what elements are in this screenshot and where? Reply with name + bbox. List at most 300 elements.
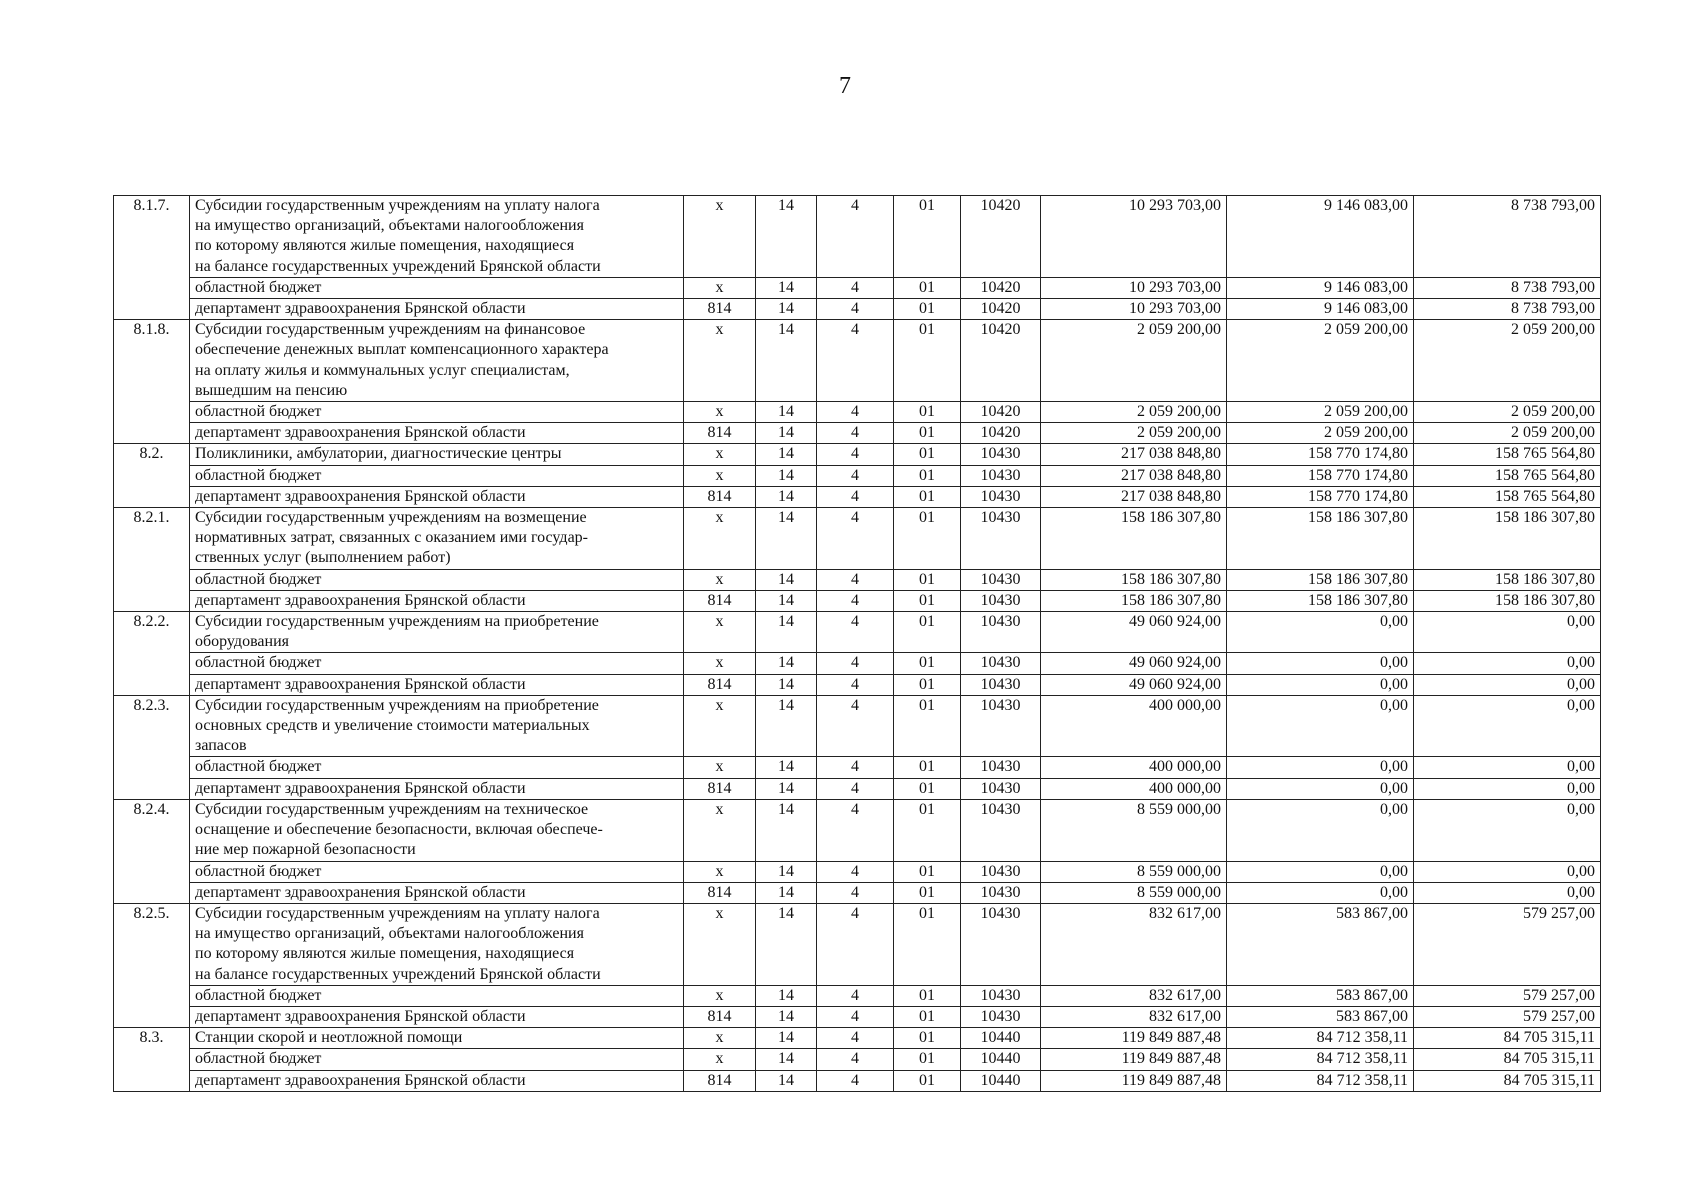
item-name: департамент здравоохранения Брянской области — [190, 1006, 684, 1027]
code-column-5: 10430 — [961, 1006, 1041, 1027]
code-column-5: 10430 — [961, 903, 1041, 985]
code-column-5: 10430 — [961, 465, 1041, 486]
amount-year-2: 158 770 174,80 — [1227, 486, 1414, 507]
code-column-4: 01 — [894, 590, 961, 611]
amount-year-1: 400 000,00 — [1041, 778, 1227, 799]
amount-year-3: 8 738 793,00 — [1414, 299, 1601, 320]
code-column-3: 4 — [817, 778, 894, 799]
item-name-line: на балансе государственных учреждений Брянской области — [195, 965, 601, 983]
item-name-line: оснащение и обеспечение безопасности, включая обеспече- — [195, 821, 603, 839]
code-column-4: 01 — [894, 653, 961, 674]
code-column-5: 10430 — [961, 674, 1041, 695]
code-column-2: 14 — [756, 1028, 817, 1049]
budget-table — [113, 195, 1601, 1092]
amount-year-2: 2 059 200,00 — [1227, 320, 1414, 402]
code-column-1: 814 — [684, 778, 756, 799]
amount-year-1: 400 000,00 — [1041, 695, 1227, 757]
code-column-1: 814 — [684, 1070, 756, 1091]
table-row — [114, 277, 1601, 298]
code-column-1: х — [684, 903, 756, 985]
amount-year-2: 158 186 307,80 — [1227, 590, 1414, 611]
table-row-main — [114, 695, 1601, 757]
item-name-line: на имущество организаций, объектами налогообложения — [195, 217, 584, 235]
code-column-2: 14 — [756, 778, 817, 799]
amount-year-2: 583 867,00 — [1227, 903, 1414, 985]
code-column-3: 4 — [817, 465, 894, 486]
item-name: областной бюджет — [190, 465, 684, 486]
code-column-4: 01 — [894, 778, 961, 799]
amount-year-1: 217 038 848,80 — [1041, 486, 1227, 507]
amount-year-2: 0,00 — [1227, 757, 1414, 778]
code-column-5: 10420 — [961, 402, 1041, 423]
code-column-5: 10420 — [961, 423, 1041, 444]
item-name-line: Субсидии государственным учреждениям на техническое — [195, 800, 589, 818]
table-row — [114, 882, 1601, 903]
amount-year-3: 2 059 200,00 — [1414, 402, 1601, 423]
table-row — [114, 674, 1601, 695]
code-column-4: 01 — [894, 612, 961, 653]
amount-year-2: 84 712 358,11 — [1227, 1070, 1414, 1091]
code-column-3: 4 — [817, 695, 894, 757]
code-column-4: 01 — [894, 1006, 961, 1027]
item-name: областной бюджет — [190, 861, 684, 882]
amount-year-3: 0,00 — [1414, 653, 1601, 674]
amount-year-3: 84 705 315,11 — [1414, 1070, 1601, 1091]
code-column-2: 14 — [756, 1006, 817, 1027]
code-column-2: 14 — [756, 444, 817, 465]
code-column-2: 14 — [756, 277, 817, 298]
amount-year-3: 2 059 200,00 — [1414, 320, 1601, 402]
table-row — [114, 569, 1601, 590]
amount-year-3: 0,00 — [1414, 757, 1601, 778]
amount-year-3: 8 738 793,00 — [1414, 196, 1601, 278]
table-body — [114, 196, 1601, 1092]
amount-year-3: 158 765 564,80 — [1414, 444, 1601, 465]
code-column-3: 4 — [817, 799, 894, 861]
code-column-4: 01 — [894, 277, 961, 298]
code-column-3: 4 — [817, 861, 894, 882]
amount-year-3: 84 705 315,11 — [1414, 1049, 1601, 1070]
code-column-5: 10430 — [961, 486, 1041, 507]
amount-year-1: 10 293 703,00 — [1041, 196, 1227, 278]
item-name: департамент здравоохранения Брянской области — [190, 778, 684, 799]
item-name-line: Субсидии государственным учреждениям на финансовое — [195, 321, 586, 339]
code-column-2: 14 — [756, 320, 817, 402]
item-number: 8.2.1. — [114, 508, 190, 612]
table-row-main — [114, 612, 1601, 653]
item-name-line: вышедшим на пенсию — [195, 381, 348, 399]
code-column-3: 4 — [817, 486, 894, 507]
item-number: 8.2.5. — [114, 903, 190, 1027]
table-row — [114, 465, 1601, 486]
code-column-2: 14 — [756, 196, 817, 278]
code-column-2: 14 — [756, 903, 817, 985]
table-row — [114, 985, 1601, 1006]
code-column-2: 14 — [756, 402, 817, 423]
page-number: 7 — [839, 73, 851, 99]
item-name-line: на балансе государственных учреждений Брянской области — [195, 257, 601, 275]
code-column-4: 01 — [894, 1049, 961, 1070]
item-number: 8.2.3. — [114, 695, 190, 799]
code-column-4: 01 — [894, 1070, 961, 1091]
item-name: департамент здравоохранения Брянской области — [190, 299, 684, 320]
code-column-2: 14 — [756, 882, 817, 903]
amount-year-1: 400 000,00 — [1041, 757, 1227, 778]
code-column-2: 14 — [756, 299, 817, 320]
item-name: департамент здравоохранения Брянской области — [190, 1070, 684, 1091]
code-column-5: 10420 — [961, 299, 1041, 320]
code-column-1: х — [684, 465, 756, 486]
item-name-line: обеспечение денежных выплат компенсационного характера — [195, 341, 609, 359]
amount-year-1: 158 186 307,80 — [1041, 569, 1227, 590]
code-column-3: 4 — [817, 569, 894, 590]
code-column-2: 14 — [756, 423, 817, 444]
code-column-2: 14 — [756, 653, 817, 674]
item-name-line: на оплату жилья и коммунальных услуг специалистам, — [195, 361, 570, 379]
table-row-main — [114, 903, 1601, 985]
code-column-4: 01 — [894, 903, 961, 985]
amount-year-2: 583 867,00 — [1227, 1006, 1414, 1027]
code-column-3: 4 — [817, 612, 894, 653]
item-name-line: Субсидии государственным учреждениям на уплату налога — [195, 197, 600, 214]
code-column-4: 01 — [894, 444, 961, 465]
code-column-5: 10430 — [961, 985, 1041, 1006]
amount-year-2: 0,00 — [1227, 861, 1414, 882]
table-row — [114, 486, 1601, 507]
code-column-1: х — [684, 1028, 756, 1049]
code-column-2: 14 — [756, 861, 817, 882]
amount-year-1: 49 060 924,00 — [1041, 612, 1227, 653]
item-number: 8.2.2. — [114, 612, 190, 696]
code-column-5: 10420 — [961, 277, 1041, 298]
amount-year-2: 0,00 — [1227, 882, 1414, 903]
amount-year-2: 158 770 174,80 — [1227, 444, 1414, 465]
code-column-5: 10430 — [961, 695, 1041, 757]
code-column-1: х — [684, 196, 756, 278]
item-name-line: Субсидии государственным учреждениям на уплату налога — [195, 904, 600, 922]
code-column-2: 14 — [756, 757, 817, 778]
amount-year-1: 158 186 307,80 — [1041, 508, 1227, 570]
amount-year-1: 10 293 703,00 — [1041, 299, 1227, 320]
code-column-1: х — [684, 653, 756, 674]
table-row — [114, 1049, 1601, 1070]
code-column-4: 01 — [894, 569, 961, 590]
code-column-1: х — [684, 444, 756, 465]
amount-year-3: 579 257,00 — [1414, 985, 1601, 1006]
code-column-3: 4 — [817, 277, 894, 298]
code-column-1: х — [684, 569, 756, 590]
code-column-4: 01 — [894, 508, 961, 570]
table-row — [114, 1070, 1601, 1091]
table-row-main — [114, 508, 1601, 570]
code-column-5: 10430 — [961, 444, 1041, 465]
amount-year-2: 0,00 — [1227, 799, 1414, 861]
code-column-4: 01 — [894, 882, 961, 903]
amount-year-3: 0,00 — [1414, 861, 1601, 882]
item-name: департамент здравоохранения Брянской области — [190, 486, 684, 507]
item-name: департамент здравоохранения Брянской области — [190, 882, 684, 903]
code-column-5: 10420 — [961, 320, 1041, 402]
item-number: 8.3. — [114, 1028, 190, 1092]
amount-year-2: 0,00 — [1227, 653, 1414, 674]
item-name-line: ние мер пожарной безопасности — [195, 841, 416, 859]
code-column-5: 10440 — [961, 1070, 1041, 1091]
code-column-5: 10430 — [961, 508, 1041, 570]
amount-year-1: 832 617,00 — [1041, 903, 1227, 985]
code-column-3: 4 — [817, 653, 894, 674]
code-column-1: х — [684, 612, 756, 653]
amount-year-3: 0,00 — [1414, 674, 1601, 695]
table-row-main — [114, 799, 1601, 861]
code-column-2: 14 — [756, 569, 817, 590]
amount-year-3: 8 738 793,00 — [1414, 277, 1601, 298]
amount-year-3: 0,00 — [1414, 882, 1601, 903]
item-name — [190, 612, 684, 653]
item-name: департамент здравоохранения Брянской области — [190, 674, 684, 695]
code-column-2: 14 — [756, 1049, 817, 1070]
code-column-1: 814 — [684, 1006, 756, 1027]
code-column-4: 01 — [894, 465, 961, 486]
item-number: 8.2. — [114, 444, 190, 508]
table-row-main — [114, 320, 1601, 402]
item-name: департамент здравоохранения Брянской области — [190, 423, 684, 444]
code-column-1: 814 — [684, 882, 756, 903]
code-column-3: 4 — [817, 508, 894, 570]
code-column-1: х — [684, 695, 756, 757]
item-name-line: основных средств и увеличение стоимости материальных — [195, 717, 590, 735]
amount-year-3: 0,00 — [1414, 695, 1601, 757]
item-name — [190, 903, 684, 985]
table-row — [114, 590, 1601, 611]
item-name: областной бюджет — [190, 277, 684, 298]
amount-year-2: 583 867,00 — [1227, 985, 1414, 1006]
item-number: 8.1.7. — [114, 196, 190, 320]
code-column-3: 4 — [817, 402, 894, 423]
code-column-5: 10430 — [961, 861, 1041, 882]
code-column-1: 814 — [684, 299, 756, 320]
code-column-4: 01 — [894, 695, 961, 757]
amount-year-3: 0,00 — [1414, 612, 1601, 653]
amount-year-1: 2 059 200,00 — [1041, 402, 1227, 423]
code-column-4: 01 — [894, 1028, 961, 1049]
table-row-main — [114, 1028, 1601, 1049]
amount-year-1: 158 186 307,80 — [1041, 590, 1227, 611]
table-row — [114, 653, 1601, 674]
amount-year-2: 2 059 200,00 — [1227, 423, 1414, 444]
amount-year-3: 84 705 315,11 — [1414, 1028, 1601, 1049]
table-row — [114, 423, 1601, 444]
code-column-2: 14 — [756, 590, 817, 611]
code-column-1: х — [684, 320, 756, 402]
code-column-4: 01 — [894, 674, 961, 695]
code-column-5: 10430 — [961, 569, 1041, 590]
item-name-line: нормативных затрат, связанных с оказанием ими государ- — [195, 529, 588, 547]
code-column-4: 01 — [894, 757, 961, 778]
item-name — [190, 196, 684, 278]
code-column-5: 10440 — [961, 1028, 1041, 1049]
item-name — [190, 799, 684, 861]
amount-year-2: 84 712 358,11 — [1227, 1028, 1414, 1049]
table-row — [114, 402, 1601, 423]
code-column-1: х — [684, 277, 756, 298]
code-column-4: 01 — [894, 799, 961, 861]
table-row — [114, 299, 1601, 320]
code-column-4: 01 — [894, 299, 961, 320]
item-name: областной бюджет — [190, 402, 684, 423]
amount-year-1: 2 059 200,00 — [1041, 320, 1227, 402]
table-row-main — [114, 196, 1601, 278]
item-name-line: по которому являются жилые помещения, находящиеся — [195, 237, 575, 255]
code-column-3: 4 — [817, 1028, 894, 1049]
table-row-main — [114, 444, 1601, 465]
amount-year-1: 49 060 924,00 — [1041, 674, 1227, 695]
code-column-3: 4 — [817, 423, 894, 444]
item-name-line: на имущество организаций, объектами налогообложения — [195, 925, 584, 943]
item-name-line: Субсидии государственным учреждениям на возмещение — [195, 509, 587, 527]
item-name: областной бюджет — [190, 653, 684, 674]
amount-year-3: 0,00 — [1414, 778, 1601, 799]
amount-year-2: 84 712 358,11 — [1227, 1049, 1414, 1070]
code-column-3: 4 — [817, 320, 894, 402]
code-column-1: 814 — [684, 423, 756, 444]
code-column-1: х — [684, 1049, 756, 1070]
item-number: 8.2.4. — [114, 799, 190, 903]
amount-year-2: 158 770 174,80 — [1227, 465, 1414, 486]
amount-year-1: 217 038 848,80 — [1041, 444, 1227, 465]
item-name: Станции скорой и неотложной помощи — [190, 1028, 684, 1049]
code-column-2: 14 — [756, 695, 817, 757]
code-column-4: 01 — [894, 196, 961, 278]
code-column-1: 814 — [684, 674, 756, 695]
item-name: областной бюджет — [190, 1049, 684, 1070]
amount-year-1: 119 849 887,48 — [1041, 1070, 1227, 1091]
item-name-line: по которому являются жилые помещения, находящиеся — [195, 945, 575, 963]
code-column-3: 4 — [817, 757, 894, 778]
code-column-1: х — [684, 985, 756, 1006]
code-column-3: 4 — [817, 1006, 894, 1027]
amount-year-3: 2 059 200,00 — [1414, 423, 1601, 444]
code-column-1: 814 — [684, 486, 756, 507]
code-column-5: 10430 — [961, 882, 1041, 903]
amount-year-3: 158 186 307,80 — [1414, 569, 1601, 590]
code-column-5: 10420 — [961, 196, 1041, 278]
amount-year-2: 0,00 — [1227, 695, 1414, 757]
amount-year-3: 158 186 307,80 — [1414, 508, 1601, 570]
code-column-3: 4 — [817, 1049, 894, 1070]
code-column-3: 4 — [817, 903, 894, 985]
item-name-line: Субсидии государственным учреждениям на приобретение — [195, 696, 599, 714]
amount-year-2: 9 146 083,00 — [1227, 196, 1414, 278]
code-column-5: 10440 — [961, 1049, 1041, 1070]
amount-year-1: 8 559 000,00 — [1041, 861, 1227, 882]
item-name-line: Субсидии государственным учреждениям на приобретение — [195, 613, 599, 631]
amount-year-3: 579 257,00 — [1414, 1006, 1601, 1027]
amount-year-1: 8 559 000,00 — [1041, 882, 1227, 903]
amount-year-1: 832 617,00 — [1041, 1006, 1227, 1027]
code-column-1: х — [684, 402, 756, 423]
code-column-4: 01 — [894, 402, 961, 423]
code-column-3: 4 — [817, 985, 894, 1006]
code-column-3: 4 — [817, 590, 894, 611]
code-column-1: х — [684, 799, 756, 861]
code-column-5: 10430 — [961, 612, 1041, 653]
amount-year-1: 119 849 887,48 — [1041, 1049, 1227, 1070]
code-column-5: 10430 — [961, 590, 1041, 611]
code-column-3: 4 — [817, 196, 894, 278]
code-column-2: 14 — [756, 465, 817, 486]
amount-year-2: 9 146 083,00 — [1227, 277, 1414, 298]
item-name: областной бюджет — [190, 985, 684, 1006]
code-column-3: 4 — [817, 1070, 894, 1091]
code-column-1: х — [684, 861, 756, 882]
code-column-3: 4 — [817, 444, 894, 465]
amount-year-1: 119 849 887,48 — [1041, 1028, 1227, 1049]
amount-year-3: 579 257,00 — [1414, 903, 1601, 985]
item-name-line: запасов — [195, 737, 247, 755]
item-name: областной бюджет — [190, 569, 684, 590]
code-column-2: 14 — [756, 612, 817, 653]
amount-year-3: 158 186 307,80 — [1414, 590, 1601, 611]
table-row — [114, 1006, 1601, 1027]
item-name — [190, 695, 684, 757]
amount-year-2: 158 186 307,80 — [1227, 569, 1414, 590]
table-row — [114, 861, 1601, 882]
code-column-1: х — [684, 508, 756, 570]
amount-year-3: 0,00 — [1414, 799, 1601, 861]
item-name — [190, 508, 684, 570]
code-column-1: 814 — [684, 590, 756, 611]
amount-year-1: 2 059 200,00 — [1041, 423, 1227, 444]
code-column-2: 14 — [756, 674, 817, 695]
code-column-3: 4 — [817, 299, 894, 320]
amount-year-2: 9 146 083,00 — [1227, 299, 1414, 320]
amount-year-2: 2 059 200,00 — [1227, 402, 1414, 423]
amount-year-1: 49 060 924,00 — [1041, 653, 1227, 674]
table-row — [114, 757, 1601, 778]
code-column-5: 10430 — [961, 653, 1041, 674]
amount-year-2: 158 186 307,80 — [1227, 508, 1414, 570]
amount-year-1: 8 559 000,00 — [1041, 799, 1227, 861]
code-column-4: 01 — [894, 486, 961, 507]
code-column-3: 4 — [817, 882, 894, 903]
amount-year-1: 832 617,00 — [1041, 985, 1227, 1006]
code-column-3: 4 — [817, 674, 894, 695]
code-column-2: 14 — [756, 985, 817, 1006]
code-column-2: 14 — [756, 486, 817, 507]
code-column-1: х — [684, 757, 756, 778]
code-column-4: 01 — [894, 423, 961, 444]
code-column-4: 01 — [894, 861, 961, 882]
code-column-2: 14 — [756, 508, 817, 570]
code-column-2: 14 — [756, 1070, 817, 1091]
code-column-5: 10430 — [961, 799, 1041, 861]
amount-year-2: 0,00 — [1227, 612, 1414, 653]
amount-year-3: 158 765 564,80 — [1414, 486, 1601, 507]
item-number: 8.1.8. — [114, 320, 190, 444]
code-column-4: 01 — [894, 985, 961, 1006]
code-column-5: 10430 — [961, 778, 1041, 799]
amount-year-1: 217 038 848,80 — [1041, 465, 1227, 486]
item-name: Поликлиники, амбулатории, диагностические центры — [190, 444, 684, 465]
code-column-4: 01 — [894, 320, 961, 402]
item-name-line: ственных услуг (выполнением работ) — [195, 549, 451, 567]
item-name: областной бюджет — [190, 757, 684, 778]
item-name: департамент здравоохранения Брянской области — [190, 590, 684, 611]
item-name-line: оборудования — [195, 633, 289, 651]
code-column-5: 10430 — [961, 757, 1041, 778]
amount-year-3: 158 765 564,80 — [1414, 465, 1601, 486]
code-column-2: 14 — [756, 799, 817, 861]
